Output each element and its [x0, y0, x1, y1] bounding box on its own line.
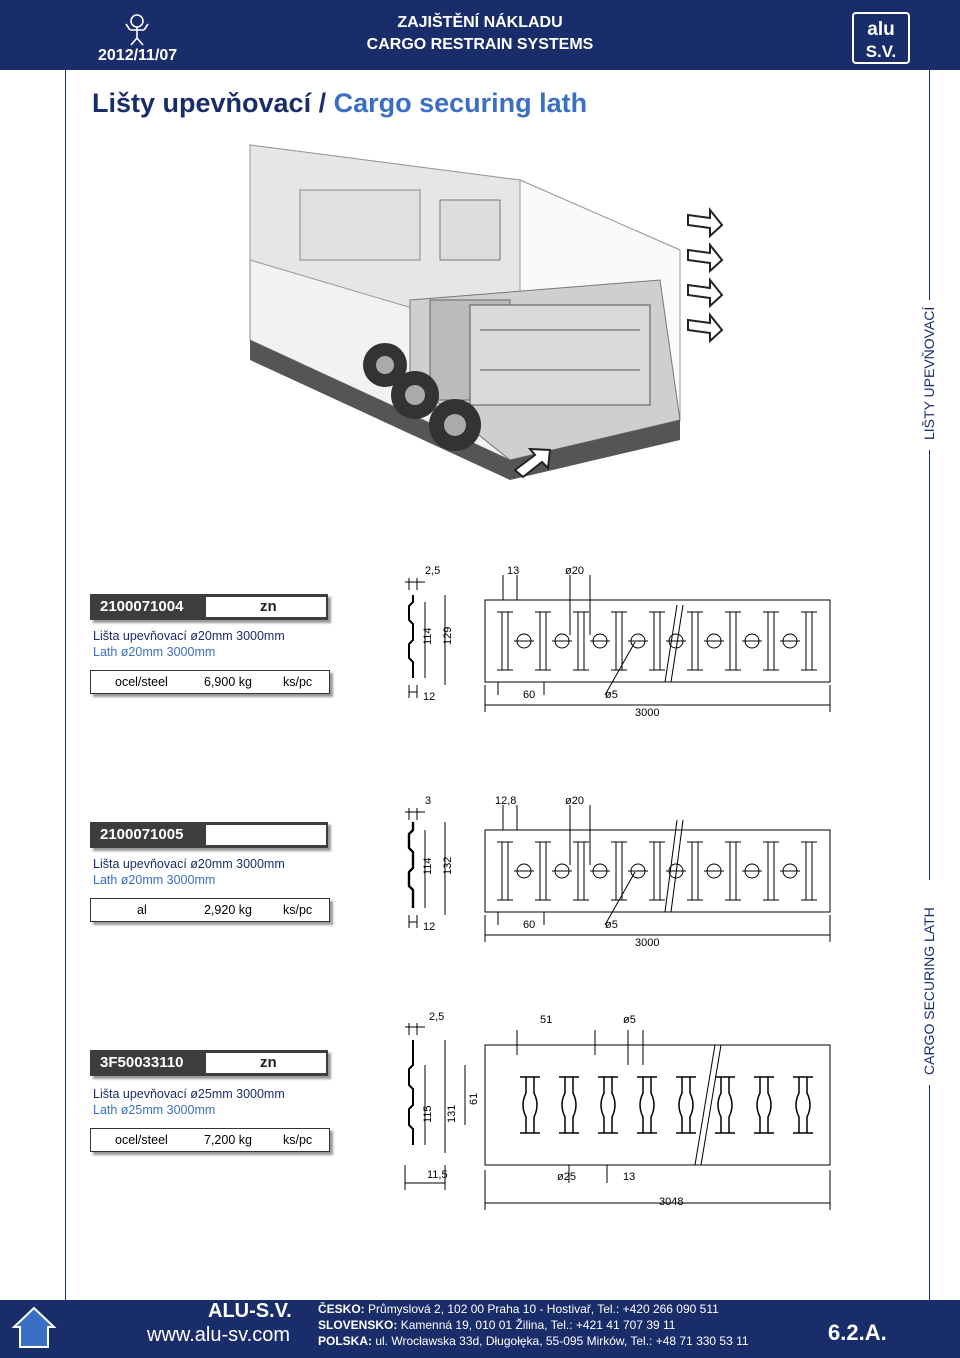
footer-pl-addr: ul. Wrocławska 33d, Długołęka, 55-095 Mirków, Tel.: +48 71 330 53 11: [375, 1334, 749, 1348]
dim-3-h3: 61: [468, 1092, 480, 1105]
product-2-description: [93, 856, 285, 888]
page-number: 6.2.A.: [828, 1320, 887, 1345]
slot-mark: [497, 612, 513, 670]
slot-mark: [763, 842, 779, 900]
page-title: [92, 88, 587, 119]
dim-2-h1: 114: [422, 857, 434, 875]
dim-3-thickness: 2,5: [429, 1011, 445, 1023]
slot-mark: [535, 842, 551, 900]
trailer-illustration: [240, 140, 730, 480]
product-2-unit: ks/pc: [283, 903, 313, 917]
dim-2-length: 3000: [635, 937, 660, 949]
dim-2-hole: ø20: [565, 795, 584, 807]
header-title-cz: ZAJIŠTĚNÍ NÁKLADU: [397, 14, 563, 31]
dim-3-h1: 115: [422, 1105, 434, 1123]
product-3-description: [93, 1086, 285, 1118]
dim-2-thickness: 3: [425, 795, 432, 807]
dim-2-pitch: 12,8: [495, 795, 517, 807]
product-1-weight: 6,900 kg: [204, 675, 252, 689]
product-3-code-bar: [90, 1050, 328, 1076]
slot-mark: [559, 1077, 579, 1133]
product-3-desc-en: Lath ø25mm 3000mm: [93, 1103, 216, 1117]
drawing-lath-1: [395, 560, 845, 720]
drawing-lath-3: [395, 1005, 845, 1220]
product-3-desc-cz: Lišta upevňovací ø25mm 3000mm: [93, 1087, 285, 1101]
slot-pattern-2: [497, 842, 817, 900]
footer-address-cz: [318, 1302, 719, 1316]
dim-3-h2: 131: [446, 1104, 458, 1123]
slot-mark: [637, 1077, 657, 1133]
page-title-cz: Lišty upevňovací /: [92, 88, 334, 118]
slot-mark: [676, 1077, 696, 1133]
dim-2-small-hole: ø5: [605, 919, 618, 931]
product-3-weight: 7,200 kg: [204, 1133, 252, 1147]
dim-1-width: 12: [423, 691, 436, 703]
footer-sk-label: SLOVENSKO:: [318, 1318, 398, 1332]
slot-mark: [763, 612, 779, 670]
footer-address-pl: [318, 1334, 749, 1348]
dim-3-pitch: 51: [540, 1014, 553, 1026]
dim-1-spacing: 60: [523, 689, 536, 701]
slot-mark: [801, 842, 817, 900]
company-logo: [852, 12, 910, 64]
product-1-code: 2100071004: [100, 598, 184, 615]
footer-cz-addr: Průmyslová 2, 102 00 Praha 10 - Hostivař, Tel.: +420 266 090 511: [368, 1302, 719, 1316]
dim-1-h2: 129: [442, 626, 454, 645]
product-1-desc-cz: Lišta upevňovací ø20mm 3000mm: [93, 629, 285, 643]
dim-2-h2: 132: [442, 856, 454, 875]
product-2-material: al: [137, 903, 147, 917]
footer-sk-addr: Kamenná 19, 010 01 Žilina, Tel.: +421 41 707 39 11: [400, 1318, 676, 1332]
drawing-lath-2: [395, 790, 845, 955]
dim-3-length: 3048: [659, 1196, 684, 1208]
slot-mark: [573, 842, 589, 900]
slot-mark: [520, 1077, 540, 1133]
header-date: 2012/11/07: [98, 47, 178, 64]
dim-3-width: 11,5: [427, 1169, 448, 1181]
dim-3-hole: ø25: [557, 1171, 576, 1183]
product-1-description: [93, 628, 285, 660]
slot-mark: [573, 612, 589, 670]
footer-company: ALU-S.V.: [208, 1300, 292, 1322]
product-3-finish: zn: [260, 1054, 277, 1071]
slot-mark: [687, 612, 703, 670]
dim-1-h1: 114: [422, 627, 434, 645]
dim-1-hole: ø20: [565, 565, 584, 577]
dim-2-width: 12: [423, 921, 436, 933]
product-2-weight: 2,920 kg: [204, 903, 252, 917]
product-1-desc-en: Lath ø20mm 3000mm: [93, 645, 216, 659]
footer-cz-label: ČESKO:: [318, 1302, 365, 1316]
product-2-desc-en: Lath ø20mm 3000mm: [93, 873, 216, 887]
product-3-spec-row: [90, 1128, 330, 1152]
slot-mark: [535, 612, 551, 670]
side-label-cz: LIŠTY UPEVŇOVACÍ: [921, 306, 937, 440]
slot-mark: [725, 842, 741, 900]
slot-mark: [497, 842, 513, 900]
dim-1-small-hole: ø5: [605, 689, 618, 701]
product-1-code-bar: [90, 594, 328, 620]
product-1-unit: ks/pc: [283, 675, 313, 689]
side-rule-top: [929, 70, 930, 300]
dim-1-pitch: 13: [507, 565, 520, 577]
logo-text-bottom: S.V.: [865, 42, 897, 61]
header-title-en: CARGO RESTRAIN SYSTEMS: [366, 36, 594, 53]
slot-mark: [725, 612, 741, 670]
slot-pattern-3: [520, 1077, 813, 1133]
home-icon[interactable]: [10, 1305, 58, 1350]
product-2-code-bar: [90, 822, 328, 848]
side-label-en: CARGO SECURING LATH: [921, 907, 937, 1075]
slot-mark: [793, 1077, 813, 1133]
product-2-desc-cz: Lišta upevňovací ø20mm 3000mm: [93, 857, 285, 871]
side-rule-mid: [929, 450, 930, 880]
left-rule: [65, 70, 66, 1300]
product-1-spec-row: [90, 670, 330, 694]
product-3-code: 3F50033110: [100, 1054, 184, 1071]
product-1-finish: zn: [260, 598, 277, 615]
footer-website[interactable]: www.alu-sv.com: [147, 1324, 290, 1346]
slot-mark: [649, 842, 665, 900]
product-3-material: ocel/steel: [115, 1133, 168, 1147]
slot-mark: [687, 842, 703, 900]
dim-2-spacing: 60: [523, 919, 536, 931]
slot-pattern-1: [497, 612, 817, 670]
product-1-material: ocel/steel: [115, 675, 168, 689]
product-2-code: 2100071005: [100, 826, 184, 843]
product-2-spec-row: [90, 898, 330, 922]
side-rule-bottom: [929, 1085, 930, 1300]
slot-mark: [715, 1077, 735, 1133]
footer-pl-label: POLSKA:: [318, 1334, 372, 1348]
slot-mark: [649, 612, 665, 670]
page-title-en: Cargo securing lath: [333, 88, 588, 118]
slot-mark: [598, 1077, 618, 1133]
product-3-unit: ks/pc: [283, 1133, 313, 1147]
dim-1-length: 3000: [635, 707, 660, 719]
dim-1-thickness: 2,5: [425, 565, 441, 577]
footer-address-sk: [318, 1318, 675, 1332]
dim-3-small-hole: ø5: [623, 1014, 636, 1026]
slot-mark: [754, 1077, 774, 1133]
logo-text-top: alu: [867, 19, 895, 40]
product-2-code-bar-fill: [206, 825, 326, 845]
dim-3-hole-pitch: 13: [623, 1171, 636, 1183]
slot-mark: [801, 612, 817, 670]
